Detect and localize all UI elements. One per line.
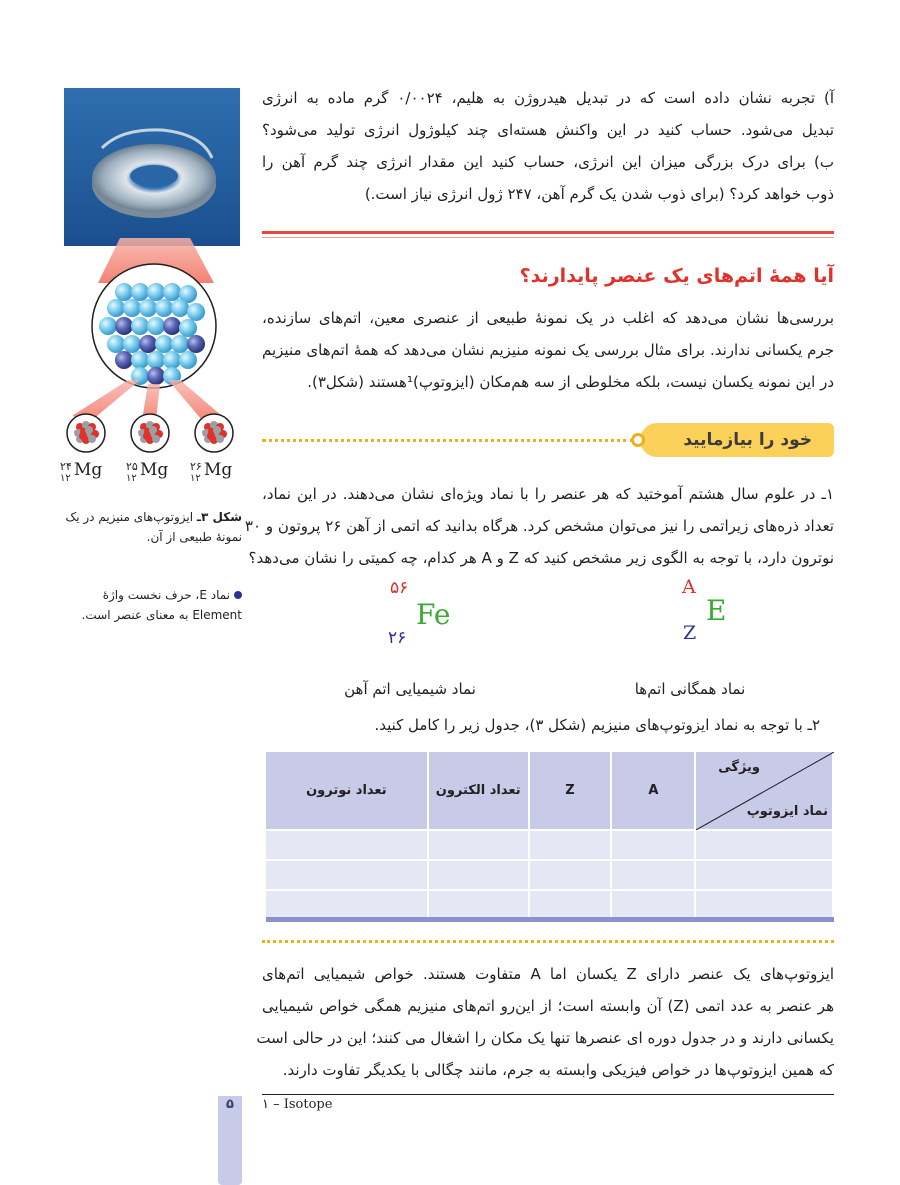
- summary-line: که همین ایزوتوپ‌ها در خواص فیزیکی وابسته به جرم، مانند چگالی با یکدیگر تفاوت دارند.: [282, 1061, 834, 1079]
- nucleon-dot: [88, 435, 96, 443]
- nucleon-dot: [216, 435, 224, 443]
- table-cell[interactable]: [266, 860, 428, 890]
- general-caption: نماد همگانی اتم‌ها: [634, 680, 746, 698]
- isotope-label-25: [124, 460, 174, 484]
- isotope-26-symbol: Mg: [204, 460, 233, 480]
- table-cell[interactable]: [695, 890, 833, 920]
- section-heading: آیا همهٔ اتم‌های یک عنصر پایدارند؟: [519, 265, 834, 287]
- isotope-26-mass: ۲۶: [190, 460, 202, 473]
- fe-atomic-number: ۲۶: [388, 628, 407, 648]
- summary-line: یکسانی دارند و در جدول دوره ای عنصرها تنها یک مکان را اشغال می کنند؛ این در حالی است: [256, 1029, 834, 1047]
- table-cell[interactable]: [428, 860, 529, 890]
- fe-caption: نماد شیمیایی اتم آهن: [344, 680, 476, 698]
- nucleon-dot: [143, 432, 151, 440]
- magnesium-figure: [62, 88, 242, 483]
- table-cell[interactable]: [695, 830, 833, 860]
- footnote: ١ – Isotope: [262, 1097, 333, 1112]
- header-z: Z: [529, 752, 612, 830]
- section-line: بررسی‌ها نشان می‌دهد که اغلب در یک نمونهٔ طبیعی از عنصری معین، اتم‌های سازنده،: [262, 309, 834, 327]
- summary-line: ایزوتوپ‌های یک عنصر دارای Z یکسان اما A متفاوت هستند. خواص شیمیایی اتم‌های: [262, 965, 834, 983]
- table-cell[interactable]: [529, 830, 612, 860]
- summary-text: [256, 958, 834, 1086]
- section-divider-thin: [262, 237, 834, 238]
- fe-mass-number: ۵۶: [390, 578, 409, 598]
- table-row: [266, 860, 833, 890]
- general-atomic-number: Z: [683, 622, 697, 644]
- isotope-25-symbol: Mg: [140, 460, 169, 480]
- section-divider: [262, 231, 834, 234]
- question-line: تعداد ذره‌های زیراتمی را نیز می‌توان مشخص کرد. هرگاه بدانید که اتمی از آهن ۲۶ پروتون و ۳۰: [244, 517, 834, 535]
- section-line: جرم یکسانی ندارند. برای مثال بررسی یک نمونه منیزیم نشان می‌دهد که همهٔ اتم‌های منیزیم: [262, 341, 834, 359]
- table-cell[interactable]: [611, 860, 695, 890]
- general-element-symbol: E: [706, 594, 727, 627]
- note-text: نماد E، حرف نخست واژهٔ Element به معنای عنصر است.: [81, 588, 242, 622]
- nucleon-dot: [79, 432, 87, 440]
- isotope-24-mass: ۲۴: [60, 460, 72, 473]
- isotope-25-mass: ۲۵: [126, 460, 138, 473]
- activity-title: خود را بیازمایید: [640, 423, 834, 457]
- summary-line: هر عنصر به عدد اتمی (Z) آن وابسته است؛ از این‌رو اتم‌های منیزیم همگی خواص شیمیایی: [262, 997, 834, 1015]
- question-line: نوترون دارد، با توجه به الگوی زیر مشخص کنید که Z و A هر کدام، چه کمیتی را نشان می‌دهد؟: [248, 549, 834, 567]
- general-mass-number: A: [682, 576, 696, 598]
- question-line: ۱ـ در علوم سال هشتم آموختید که هر عنصر را با نماد ویژه‌ای نشان می‌دهند. در این نماد،: [262, 485, 834, 503]
- header-corner: [695, 752, 833, 830]
- footnote-rule: [262, 1094, 834, 1095]
- table-header-row: [266, 752, 833, 830]
- activity-bullet: [631, 433, 645, 447]
- table-cell[interactable]: [695, 860, 833, 890]
- isotope-24-atomic: ۱۲: [60, 473, 71, 484]
- page-number: ۵: [226, 1097, 234, 1112]
- corner-bottom-label: نماد ایزوتوپ: [746, 804, 828, 819]
- table-bottom-bar: [266, 917, 834, 922]
- table-cell[interactable]: [428, 890, 529, 920]
- table-cell[interactable]: [266, 830, 428, 860]
- nucleon-dot: [213, 426, 221, 434]
- section-line: در این نمونه یکسان نیست، بلکه مخلوطی از سه هم‌مکان (ایزوتوپ)¹هستند (شکل۳).: [307, 373, 834, 391]
- table-cell[interactable]: [529, 860, 612, 890]
- table-cell[interactable]: [428, 830, 529, 860]
- activity-dotted-rule: [262, 439, 634, 442]
- table-row: [266, 890, 833, 920]
- nucleon-dot: [152, 435, 160, 443]
- figure-caption: [62, 507, 242, 547]
- table-cell[interactable]: [611, 830, 695, 860]
- isotope-26-atomic: ۱۲: [190, 473, 201, 484]
- isotope-25-atomic: ۱۲: [126, 473, 137, 484]
- nucleon-dot: [207, 432, 215, 440]
- table-row: [266, 830, 833, 860]
- exercise-text: [262, 82, 834, 210]
- question-1: [244, 478, 834, 574]
- exercise-line: تبدیل می‌شود. حساب کنید در این واکنش هسته‌ای چند کیلوژول انرژی تولید می‌شود؟: [262, 121, 834, 139]
- figure-caption-label: شکل ۳ـ: [196, 510, 242, 524]
- isotope-24-symbol: Mg: [74, 460, 103, 480]
- exercise-line: ب) برای درک بزرگی میزان این انرژی، حساب کنید این مقدار انرژی چند گرم آهن را: [262, 153, 834, 171]
- summary-dotted-rule: [262, 940, 834, 943]
- element-note: [62, 585, 242, 625]
- isotope-label-24: [58, 460, 108, 484]
- nucleon-dot: [85, 426, 93, 434]
- table-cell[interactable]: [611, 890, 695, 920]
- header-a: A: [611, 752, 695, 830]
- exercise-line: آ) تجربه نشان داده است که در تبدیل هیدروژن به هلیم، ۰/۰۰۲۴ گرم ماده به انرژی: [262, 89, 834, 107]
- note-bullet-icon: [234, 591, 242, 599]
- nucleon-dot: [149, 426, 157, 434]
- table-cell[interactable]: [529, 890, 612, 920]
- corner-top-label: ویژگی: [718, 760, 760, 775]
- isotope-table: [266, 752, 834, 920]
- isotope-label-26: [188, 460, 242, 484]
- header-neutrons: تعداد نوترون: [266, 752, 428, 830]
- question-2: ۲ـ با توجه به نماد ایزوتوپ‌های منیزیم (شکل ۳)، جدول زیر را کامل کنید.: [374, 716, 820, 734]
- header-electrons: تعداد الکترون: [428, 752, 529, 830]
- figure-caption-text: ایزوتوپ‌های منیزیم در یک نمونهٔ طبیعی از آن.: [65, 510, 242, 544]
- fe-element-symbol: Fe: [416, 598, 451, 631]
- table-cell[interactable]: [266, 890, 428, 920]
- exercise-line: ذوب خواهد کرد؟ (برای ذوب شدن یک گرم آهن، ۲۴۷ ژول انرژی نیاز است.): [364, 185, 834, 203]
- section-text: [262, 302, 834, 398]
